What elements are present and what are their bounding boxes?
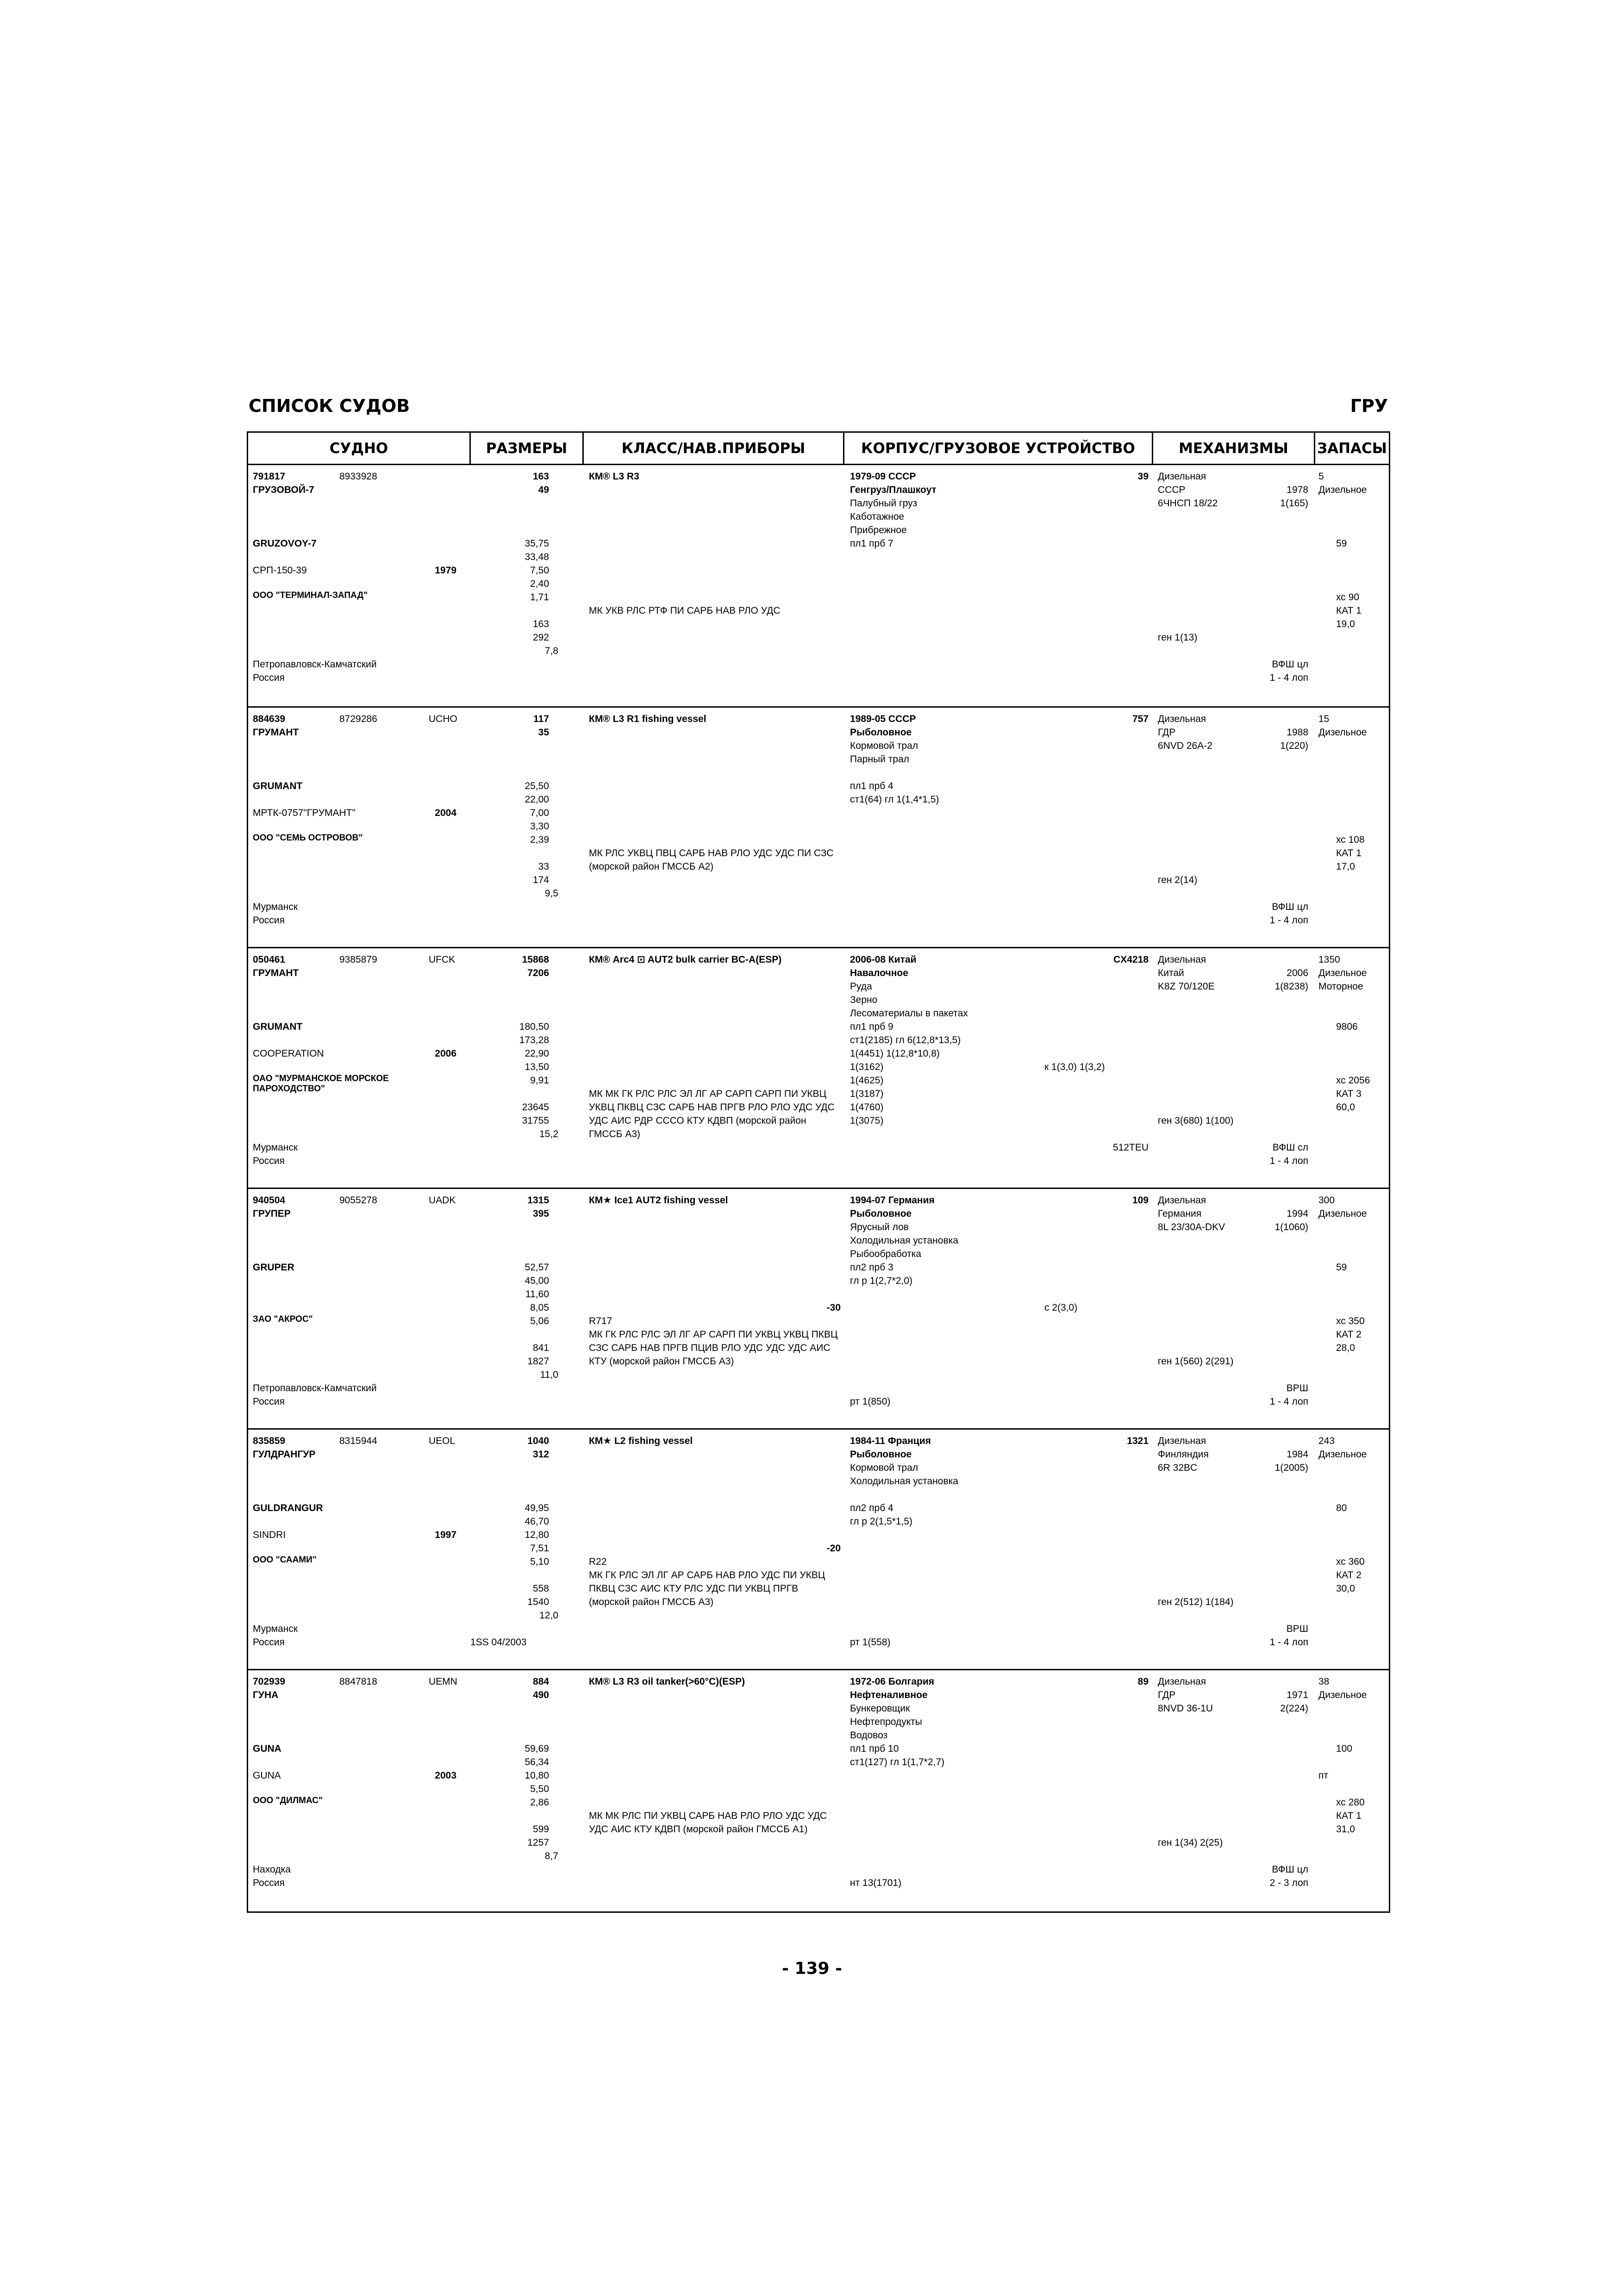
dimension-value: 5,10 [530, 1556, 549, 1567]
page-number: - 139 - [781, 1959, 843, 1978]
cargo-capacity: рт 1(850) [850, 1396, 891, 1407]
hull-number: 757 [1132, 714, 1149, 724]
dimension-value: 59,69 [525, 1743, 549, 1754]
list-title: СПИСОК СУДОВ [249, 396, 410, 416]
stores-value: 300 [1318, 1195, 1335, 1206]
nav-equipment-list: МК ГК РЛС ЭЛ ЛГ АР САРБ НАВ РЛО УДС ПИ УКВЦ ПКВЦ СЗС АИС КТУ РЛС УДС ПИ УКВЦ ПРГВ (морской район ГМССБ А3) [589, 1570, 825, 1607]
imo-number: 8847818 [339, 1676, 377, 1687]
dimension-value: 45,00 [525, 1276, 549, 1286]
propeller-blades: 2 - 3 лоп [1269, 1878, 1308, 1888]
call-sign: UADK [429, 1195, 456, 1206]
machinery-line: 6NVD 26A-2 [1158, 740, 1212, 751]
dimension-value: 31755 [522, 1115, 549, 1126]
registry-number: 940504 [253, 1195, 286, 1206]
dimension-value: 180,50 [519, 1021, 549, 1032]
dimension-value: 395 [532, 1208, 549, 1219]
call-sign: UCHO [429, 714, 457, 724]
dimension-value: 35 [538, 727, 549, 738]
generators: ген 1(34) 2(25) [1158, 1837, 1223, 1848]
hull-info-line: 1989-05 СССР [850, 714, 916, 724]
propeller-type: ВФШ цл [1272, 1864, 1308, 1875]
generators: ген 2(512) 1(184) [1158, 1597, 1234, 1607]
dimension-value: 312 [532, 1449, 549, 1460]
stores-extra: пт [1318, 1770, 1328, 1781]
cargo-gear-line: 1(4625) [850, 1075, 884, 1086]
vessel-name-ru: ГРУПЕР [253, 1208, 291, 1219]
imo-number: 8729286 [339, 714, 377, 724]
container-capacity: 512TEU [1112, 1142, 1149, 1153]
home-port: Мурманск [253, 1624, 298, 1634]
stores-value: хс 90 [1336, 592, 1359, 603]
dimension-value: 12,80 [525, 1530, 549, 1540]
cargo-gear-line: ст1(2185) гл 6(12,8*13,5) [850, 1035, 961, 1045]
dimension-value: 33 [538, 861, 549, 872]
cargo-gear-extra: к 1(3,0) 1(3,2) [1044, 1062, 1105, 1072]
dimension-value: 558 [532, 1583, 549, 1594]
machinery-line: Дизельная [1158, 1436, 1206, 1446]
propeller-type: ВРШ [1286, 1383, 1308, 1394]
registry-number: 050461 [253, 954, 286, 965]
hull-info-line: Ярусный лов [850, 1222, 909, 1232]
stores-value: КАТ 1 [1336, 1811, 1362, 1821]
hull-info-line: Рыболовное [850, 727, 912, 738]
column-header-vessel: СУДНО [248, 433, 471, 465]
machinery-line: 8L 23/30A-DKV [1158, 1222, 1225, 1232]
dimension-value: 22,00 [525, 794, 549, 805]
dimension-value: 2,40 [530, 579, 549, 589]
hull-info-line: 1984-11 Франция [850, 1436, 931, 1446]
stores-value: Дизельное [1318, 1449, 1367, 1460]
generators: ген 2(14) [1158, 875, 1198, 885]
home-port: Петропавловск-Камчатский [253, 1383, 377, 1394]
vessel-name-en: GRUMANT [253, 781, 303, 791]
dimension-value: 7,00 [530, 808, 549, 818]
generators: ген 3(680) 1(100) [1158, 1115, 1234, 1126]
hull-number: 39 [1137, 471, 1149, 482]
machinery-line: K8Z 70/120E [1158, 981, 1215, 992]
dimension-value: 7,50 [530, 565, 549, 576]
dimension-value: 49 [538, 485, 549, 495]
engine-year: 1978 [1287, 485, 1308, 495]
machinery-line: Дизельная [1158, 1195, 1206, 1206]
hull-info-line: Зерно [850, 995, 878, 1005]
vessel-name-ru: ГРУМАНТ [253, 968, 299, 978]
dimension-value: 8,05 [530, 1302, 549, 1313]
dimension-value: 5,50 [530, 1784, 549, 1794]
stores-value: 28,0 [1336, 1343, 1355, 1353]
stores-value: 30,0 [1336, 1583, 1355, 1594]
dimension-value: 25,50 [525, 781, 549, 791]
vessel-name-en: GRUMANT [253, 1021, 303, 1032]
dimension-value: 1540 [527, 1597, 549, 1607]
engine-power: 2(224) [1280, 1703, 1308, 1714]
engine-power: 1(1060) [1274, 1222, 1308, 1232]
dimension-value: 599 [532, 1824, 549, 1835]
engine-year: 1984 [1287, 1449, 1308, 1460]
dimension-value: 56,34 [525, 1757, 549, 1767]
cargo-gear-line: пл1 прб 10 [850, 1743, 899, 1754]
stores-extra: Моторное [1318, 981, 1363, 992]
nav-equipment-code: R717 [589, 1316, 612, 1326]
class-notation: КМ® L3 R3 oil tanker(>60°C)(ESP) [589, 1676, 745, 1687]
dimension-value: 174 [532, 875, 549, 885]
hull-info-line: Генгруз/Плашкоут [850, 485, 937, 495]
stores-value: 1350 [1318, 954, 1340, 965]
dimension-value: 35,75 [525, 538, 549, 549]
ship-record [248, 948, 1389, 1189]
propeller-blades: 1 - 4 лоп [1269, 1396, 1308, 1407]
hull-info-line: Парный трал [850, 754, 909, 765]
registry-number: 702939 [253, 1676, 286, 1687]
flag-country: Россия [253, 1396, 285, 1407]
owner-name: ООО "ТЕРМИНАЛ-ЗАПАД" [253, 591, 368, 600]
dimension-value: 1827 [527, 1356, 549, 1367]
owner-name: ООО "СААМИ" [253, 1555, 317, 1565]
stores-value: хс 2056 [1336, 1075, 1370, 1086]
column-header-class: КЛАСС/НАВ.ПРИБОРЫ [584, 433, 844, 465]
stores-value: хс 280 [1336, 1797, 1365, 1808]
dimension-value: 9,5 [544, 888, 558, 899]
former-name-year: 2006 [435, 1048, 456, 1059]
engine-year: 2006 [1287, 968, 1308, 978]
hull-info-line: Нефтеналивное [850, 1690, 928, 1700]
nav-equipment-list: МК УКВ РЛС РТФ ПИ САРБ НАВ РЛО УДС [589, 605, 781, 616]
cargo-gear-line: 1(4451) 1(12,8*10,8) [850, 1048, 940, 1059]
cargo-gear-extra: с 2(3,0) [1044, 1302, 1078, 1313]
hull-info-line: Прибрежное [850, 525, 907, 535]
stores-value: 9806 [1336, 1021, 1358, 1032]
hull-info-line: Рыболовное [850, 1449, 912, 1460]
dimension-value: 8,7 [544, 1851, 558, 1861]
stores-value: 60,0 [1336, 1102, 1355, 1113]
stores-value: Дизельное [1318, 727, 1367, 738]
registry-number: 884639 [253, 714, 286, 724]
hull-info-line: Кормовой трал [850, 740, 918, 751]
dimension-value: 1040 [527, 1436, 549, 1446]
stores-value: КАТ 3 [1336, 1089, 1362, 1099]
dimension-value: 46,70 [525, 1516, 549, 1527]
machinery-line: СССР [1158, 485, 1186, 495]
call-sign: UEOL [429, 1436, 456, 1446]
ship-record [248, 465, 1389, 708]
former-name-year: 2004 [435, 808, 456, 818]
owner-name: ООО "СЕМЬ ОСТРОВОВ" [253, 833, 363, 843]
stores-value: 59 [1336, 1262, 1347, 1273]
dimension-value: 49,95 [525, 1503, 549, 1513]
nav-equipment-code: R22 [589, 1556, 607, 1567]
dimension-value: 163 [532, 471, 549, 482]
former-name-year: 1997 [435, 1530, 456, 1540]
dimension-value: 9,91 [530, 1075, 549, 1086]
hull-info-line: Лесоматериалы в пакетах [850, 1008, 968, 1019]
propeller-blades: 1 - 4 лоп [1269, 1156, 1308, 1166]
dimension-value: 2,86 [530, 1797, 549, 1808]
survey-note: 1SS 04/2003 [470, 1637, 527, 1648]
owner-name: ЗАО "АКРОС" [253, 1314, 313, 1324]
dimension-value: 23645 [522, 1102, 549, 1113]
dimension-value: 163 [532, 619, 549, 629]
vessel-name-en: GULDRANGUR [253, 1503, 323, 1513]
ship-record [248, 1670, 1389, 1911]
imo-number: 8933928 [339, 471, 377, 482]
stores-value: Дизельное [1318, 485, 1367, 495]
stores-value: 100 [1336, 1743, 1353, 1754]
machinery-line: Дизельная [1158, 954, 1206, 965]
cargo-gear-line: пл2 прб 4 [850, 1503, 893, 1513]
former-name: SINDRI [253, 1530, 286, 1540]
hull-info-line: Водовоз [850, 1730, 888, 1741]
cargo-gear-line: пл1 прб 4 [850, 781, 893, 791]
machinery-line: Дизельная [1158, 714, 1206, 724]
dimension-value: 10,80 [525, 1770, 549, 1781]
dimension-value: 490 [532, 1690, 549, 1700]
propeller-type: ВФШ цл [1272, 659, 1308, 670]
imo-number: 8315944 [339, 1436, 377, 1446]
stores-value: КАТ 2 [1336, 1329, 1362, 1340]
engine-power: 1(220) [1280, 740, 1308, 751]
engine-power: 1(2005) [1274, 1462, 1308, 1473]
nav-equipment-list: МК РЛС УКВЦ ПВЦ САРБ НАВ РЛО УДС УДС ПИ СЗС (морской район ГМССБ А2) [589, 848, 834, 872]
stores-value: КАТ 2 [1336, 1570, 1362, 1580]
machinery-line: ГДР [1158, 1690, 1176, 1700]
stores-value: хс 108 [1336, 834, 1365, 845]
class-notation: КМ★ Ice1 AUT2 fishing vessel [589, 1195, 728, 1206]
machinery-line: Дизельная [1158, 1676, 1206, 1687]
dimension-value: 13,50 [525, 1062, 549, 1072]
stores-value: 17,0 [1336, 861, 1355, 872]
former-name: МРТК-0757"ГРУМАНТ" [253, 808, 356, 818]
ship-record [248, 1430, 1389, 1670]
dimension-value: 33,48 [525, 552, 549, 562]
stores-value: КАТ 1 [1336, 605, 1362, 616]
column-header-dimensions: РАЗМЕРЫ [471, 433, 584, 465]
hull-number: 89 [1137, 1676, 1149, 1687]
engine-year: 1988 [1287, 727, 1308, 738]
registry-number: 835859 [253, 1436, 286, 1446]
generators: ген 1(13) [1158, 632, 1198, 643]
class-notation: КМ® Arc4 ⊡ AUT2 bulk carrier BC-A(ESP) [589, 954, 782, 965]
propeller-blades: 1 - 4 лоп [1269, 915, 1308, 926]
dimension-value: 173,28 [519, 1035, 549, 1045]
former-name: GUNA [253, 1770, 281, 1781]
cargo-gear-line: пл1 прб 7 [850, 538, 893, 549]
nav-equipment-list: МК МК ГК РЛС РЛС ЭЛ ЛГ АР САРП САРП ПИ УКВЦ УКВЦ ПКВЦ СЗС САРБ НАВ ПРГВ РЛО РЛО УДС УДС УДС АИС РДР СССО КТУ КДВП (морской район ГМССБ А3) [589, 1089, 835, 1139]
owner-name: ООО "ДИЛМАС" [253, 1796, 323, 1805]
dimension-value: 11,60 [525, 1289, 549, 1300]
hull-info-line: Холодильная установка [850, 1476, 958, 1487]
class-notation: КМ® L3 R1 fishing vessel [589, 714, 706, 724]
generators: ген 1(560) 2(291) [1158, 1356, 1234, 1367]
vessel-name-ru: ГУЛДРАНГУР [253, 1449, 316, 1460]
dimension-value: 841 [532, 1343, 549, 1353]
machinery-line: 6R 32BC [1158, 1462, 1198, 1473]
stores-value: 80 [1336, 1503, 1347, 1513]
former-name: COOPERATION [253, 1048, 324, 1059]
ice-class-temp: -20 [826, 1543, 841, 1554]
dimension-value: 117 [533, 714, 549, 724]
vessel-name-en: GUNA [253, 1743, 281, 1754]
class-notation: КМ★ L2 fishing vessel [589, 1436, 693, 1446]
dimension-value: 1,71 [530, 592, 549, 603]
dimension-value: 7206 [527, 968, 549, 978]
machinery-line: ГДР [1158, 727, 1176, 738]
stores-value: 5 [1318, 471, 1324, 482]
stores-value: Дизельное [1318, 1208, 1367, 1219]
machinery-line: Германия [1158, 1208, 1202, 1219]
hull-info-line: Навалочное [850, 968, 908, 978]
former-name-year: 1979 [435, 565, 456, 576]
dimension-value: 15,2 [539, 1129, 558, 1139]
machinery-line: Финляндия [1158, 1449, 1209, 1460]
hull-info-line: 1972-06 Болгария [850, 1676, 935, 1687]
nav-equipment-list: МК МК РЛС ПИ УКВЦ САРБ НАВ РЛО РЛО УДС УДС УДС АИС КТУ КДВП (морской район ГМССБ А1) [589, 1811, 827, 1835]
cargo-gear-line: гл р 1(2,7*2,0) [850, 1276, 913, 1286]
dimension-value: 22,90 [525, 1048, 549, 1059]
hull-info-line: Каботажное [850, 511, 905, 522]
registry-number: 791817 [253, 471, 286, 482]
flag-country: Россия [253, 915, 285, 926]
column-header-hull: КОРПУС/ГРУЗОВОЕ УСТРОЙСТВО [844, 433, 1153, 465]
dimension-value: 11,0 [540, 1369, 558, 1380]
vessel-name-ru: ГРУМАНТ [253, 727, 299, 738]
hull-info-line: Руда [850, 981, 872, 992]
stores-value: хс 360 [1336, 1556, 1365, 1567]
cargo-gear-line: 1(4760) [850, 1102, 884, 1113]
dimension-value: 884 [532, 1676, 549, 1687]
flag-country: Россия [253, 672, 285, 683]
hull-number: 109 [1132, 1195, 1149, 1206]
column-header-stores: ЗАПАСЫ [1315, 433, 1389, 465]
vessel-name-ru: ГУНА [253, 1690, 279, 1700]
cargo-gear-line: 1(3075) [850, 1115, 884, 1126]
vessel-name-en: GRUPER [253, 1262, 294, 1273]
former-name-year: 2003 [435, 1770, 456, 1781]
stores-value: 59 [1336, 538, 1347, 549]
cargo-gear-line: 1(3187) [850, 1089, 884, 1099]
flag-country: Россия [253, 1878, 285, 1888]
dimension-value: 52,57 [525, 1262, 549, 1273]
flag-country: Россия [253, 1637, 285, 1648]
stores-value: хс 350 [1336, 1316, 1365, 1326]
hull-info-line: 2006-08 Китай [850, 954, 917, 965]
machinery-line: Китай [1158, 968, 1184, 978]
propeller-type: ВРШ [1286, 1624, 1308, 1634]
hull-info-line: Рыболовное [850, 1208, 912, 1219]
hull-info-line: Палубный груз [850, 498, 918, 509]
dimension-value: 5,06 [530, 1316, 549, 1326]
dimension-value: 2,39 [530, 834, 549, 845]
stores-value: 15 [1318, 714, 1330, 724]
column-header-machinery: МЕХАНИЗМЫ [1153, 433, 1315, 465]
hull-info-line: Кормовой трал [850, 1462, 918, 1473]
dimension-value: 292 [532, 632, 549, 643]
dimension-value: 12,0 [539, 1610, 558, 1621]
flag-country: Россия [253, 1156, 285, 1166]
home-port: Петропавловск-Камчатский [253, 659, 377, 670]
hull-number: CX4218 [1113, 954, 1149, 965]
stores-value: Дизельное [1318, 1690, 1367, 1700]
engine-power: 1(8238) [1274, 981, 1308, 992]
cargo-capacity: нт 13(1701) [850, 1878, 902, 1888]
hull-info-line: Бункеровщик [850, 1703, 910, 1714]
ship-record [248, 708, 1389, 948]
stores-value: 31,0 [1336, 1824, 1355, 1835]
stores-value: Дизельное [1318, 968, 1367, 978]
machinery-line: 6ЧНСП 18/22 [1158, 498, 1218, 509]
dimension-value: 7,51 [530, 1543, 549, 1554]
engine-year: 1971 [1287, 1690, 1308, 1700]
dimension-value: 1315 [527, 1195, 549, 1206]
home-port: Мурманск [253, 902, 298, 912]
call-sign: UFCK [429, 954, 456, 965]
home-port: Мурманск [253, 1142, 298, 1153]
hull-info-line: Холодильная установка [850, 1235, 958, 1246]
call-sign: UEMN [429, 1676, 457, 1687]
vessel-name-en: GRUZOVOY-7 [253, 538, 317, 549]
cargo-gear-line: пл1 прб 9 [850, 1021, 893, 1032]
propeller-blades: 1 - 4 лоп [1269, 672, 1308, 683]
dimension-value: 1257 [527, 1837, 549, 1848]
imo-number: 9055278 [339, 1195, 377, 1206]
nav-equipment-list: МК ГК РЛС РЛС ЭЛ ЛГ АР САРП ПИ УКВЦ УКВЦ ПКВЦ СЗС САРБ НАВ ПРГВ ПЦИВ РЛО УДС УДС УДС АИС КТУ (морской район ГМССБ А3) [589, 1329, 838, 1367]
engine-year: 1994 [1287, 1208, 1308, 1219]
machinery-line: Дизельная [1158, 471, 1206, 482]
hull-info-line: 1994-07 Германия [850, 1195, 935, 1206]
propeller-blades: 1 - 4 лоп [1269, 1637, 1308, 1648]
dimension-value: 3,30 [530, 821, 549, 832]
engine-power: 1(165) [1280, 498, 1308, 509]
ship-table [247, 431, 1390, 1913]
cargo-gear-line: ст1(64) гл 1(1,4*1,5) [850, 794, 939, 805]
stores-value: 243 [1318, 1436, 1335, 1446]
cargo-gear-line: ст1(127) гл 1(1,7*2,7) [850, 1757, 945, 1767]
hull-info-line: 1979-09 СССР [850, 471, 916, 482]
hull-info-line: Нефтепродукты [850, 1717, 922, 1727]
cargo-gear-line: пл2 прб 3 [850, 1262, 893, 1273]
stores-value: КАТ 1 [1336, 848, 1362, 859]
stores-value: 38 [1318, 1676, 1330, 1687]
stores-value: 19,0 [1336, 619, 1355, 629]
former-name: СРП-150-39 [253, 565, 307, 576]
cargo-capacity: рт 1(558) [850, 1637, 891, 1648]
dimension-value: 7,8 [544, 646, 558, 656]
hull-info-line: Рыбообработка [850, 1249, 922, 1259]
propeller-type: ВФШ цл [1272, 902, 1308, 912]
owner-name: ОАО "МУРМАНСКОЕ МОРСКОЕ ПАРОХОДСТВО" [253, 1074, 389, 1094]
dimension-value: 15868 [522, 954, 549, 965]
ice-class-temp: -30 [826, 1302, 841, 1313]
home-port: Находка [253, 1864, 291, 1875]
hull-number: 1321 [1127, 1436, 1149, 1446]
class-notation: КМ® L3 R3 [589, 471, 639, 482]
cargo-gear-line: гл р 2(1,5*1,5) [850, 1516, 913, 1527]
imo-number: 9385879 [339, 954, 377, 965]
ship-record [248, 1189, 1389, 1430]
machinery-line: 8NVD 36-1U [1158, 1703, 1213, 1714]
section-code: ГРУ [1350, 396, 1388, 416]
propeller-type: ВФШ сл [1272, 1142, 1308, 1153]
vessel-name-ru: ГРУЗОВОЙ-7 [253, 485, 314, 495]
cargo-gear-line: 1(3162) [850, 1062, 884, 1072]
